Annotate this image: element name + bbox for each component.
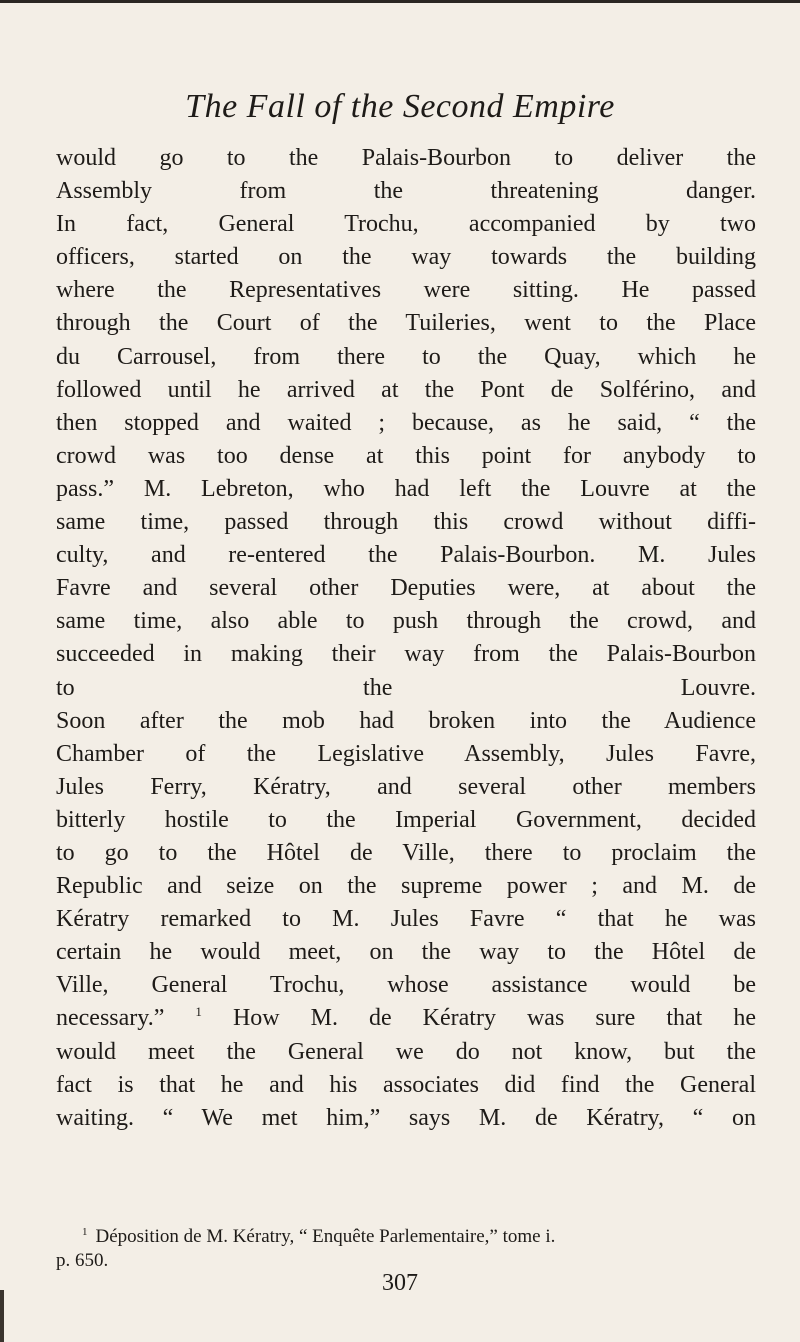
text-line: then stopped and waited ; because, as he said, “ the bbox=[56, 409, 756, 436]
text-line: Kératry remarked to M. Jules Favre “ that he was bbox=[56, 906, 756, 933]
page-number: 307 bbox=[382, 1270, 418, 1296]
paragraph-3 bbox=[56, 705, 756, 1135]
text-line: Favre and several other Deputies were, at about the bbox=[56, 575, 756, 602]
text-line: pass.” M. Lebreton, who had left the Louvre at the bbox=[56, 475, 756, 502]
body-text bbox=[56, 142, 756, 1135]
text-line: Jules Ferry, Kératry, and several other members bbox=[56, 773, 756, 800]
text-line-last: Assembly from the threatening danger. bbox=[56, 178, 756, 205]
text-line: Soon after the mob had broken into the Audience bbox=[56, 707, 756, 734]
text-line: officers, started on the way towards the building bbox=[56, 244, 756, 271]
page-binding-edge bbox=[0, 1290, 4, 1342]
text-line: Chamber of the Legislative Assembly, Jules Favre, bbox=[56, 740, 756, 767]
running-head: The Fall of the Second Empire bbox=[185, 88, 615, 125]
text-line: succeeded in making their way from the Palais-Bourbon bbox=[56, 641, 756, 668]
text-line: fact is that he and his associates did find the General bbox=[56, 1071, 756, 1098]
footnote bbox=[56, 1225, 756, 1273]
text-line: crowd was too dense at this point for anybody to bbox=[56, 442, 756, 469]
text-line: bitterly hostile to the Imperial Government, decided bbox=[56, 806, 756, 833]
text-line: to go to the Hôtel de Ville, there to proclaim the bbox=[56, 839, 756, 866]
text-line: Ville, General Trochu, whose assistance would be bbox=[56, 972, 756, 999]
page-top-edge bbox=[0, 0, 800, 3]
text-line: certain he would meet, on the way to the Hôtel de bbox=[56, 939, 756, 966]
text-line: same time, passed through this crowd without diffi- bbox=[56, 509, 756, 536]
footnote-reference: 1 bbox=[195, 1004, 202, 1020]
text-line: followed until he arrived at the Pont de Solférino, and bbox=[56, 376, 756, 403]
text-line: would meet the General we do not know, but the bbox=[56, 1038, 756, 1065]
text-line: In fact, General Trochu, accompanied by two bbox=[56, 211, 756, 238]
text-line: through the Court of the Tuileries, went to the Place bbox=[56, 310, 756, 337]
text-line: du Carrousel, from there to the Quay, which he bbox=[56, 343, 756, 370]
footnote-text-line-2: p. 650. bbox=[56, 1250, 109, 1271]
text-fragment: How M. de Kératry was sure that he bbox=[232, 1005, 757, 1032]
text-line: Republic and seize on the supreme power ; and M. de bbox=[56, 873, 756, 900]
paragraph-2 bbox=[56, 208, 756, 704]
text-line-last: to the Louvre. bbox=[56, 674, 756, 701]
footnote-marker: 1 bbox=[82, 1225, 88, 1238]
text-fragment: necessary.” bbox=[56, 1005, 165, 1032]
text-line: where the Representatives were sitting. He passed bbox=[56, 277, 756, 304]
text-line: culty, and re-entered the Palais-Bourbon. M. Jules bbox=[56, 542, 756, 569]
text-line-with-footnote bbox=[56, 1005, 756, 1031]
text-line: would go to the Palais-Bourbon to deliver the bbox=[56, 145, 756, 171]
text-line: same time, also able to push through the crowd, and bbox=[56, 608, 756, 635]
text-line: waiting. “ We met him,” says M. de Kératry, “ on bbox=[56, 1104, 756, 1131]
paragraph-1 bbox=[56, 142, 756, 208]
footnote-text-line-1: Déposition de M. Kératry, “ Enquête Parlementaire,” tome i. bbox=[95, 1226, 556, 1247]
